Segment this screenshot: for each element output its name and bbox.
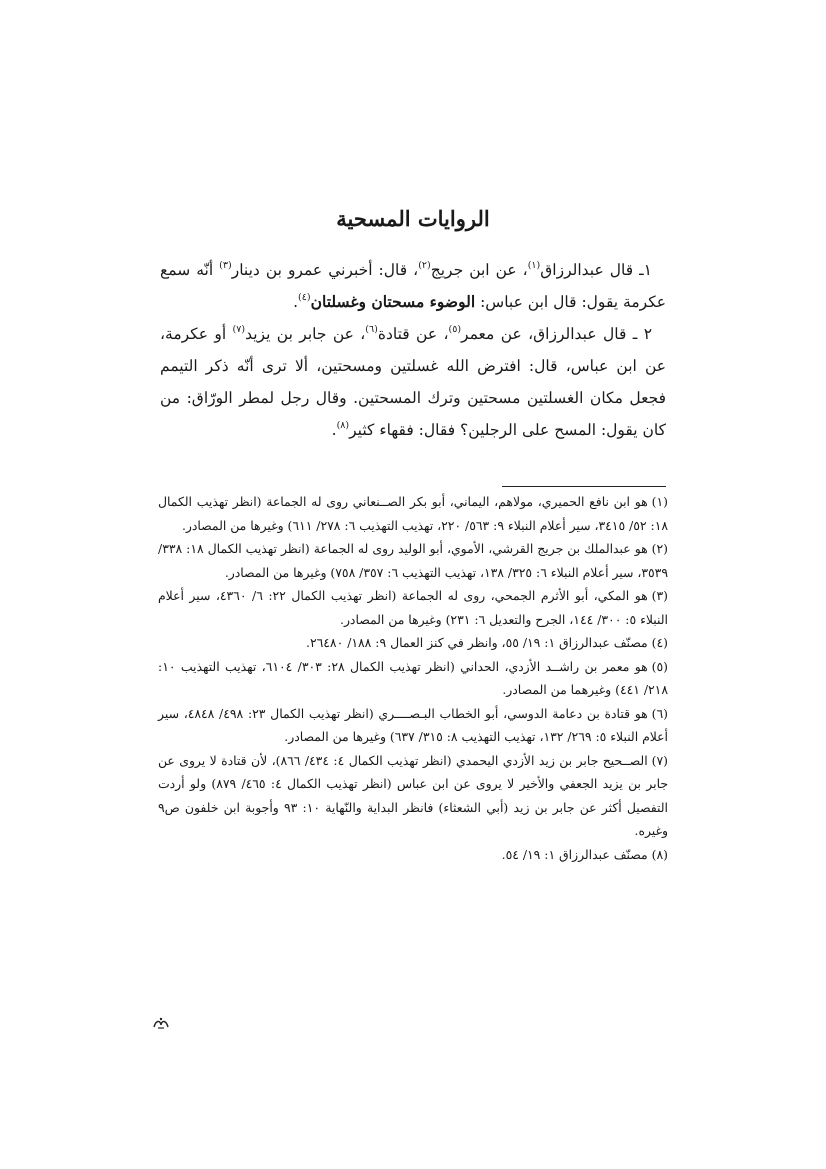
footnote-ref-5[interactable]: (٥): [448, 323, 462, 335]
footnote-text: هو ابن نافع الحميري، مولاهم، اليماني، أبو بكر الصــنعاني روى له الجماعة (انظر تهذيب الكمال ١٨: ٥٢/ ٣٤١٥، سير أعلام النبلاء ٩: ٥٦٣/ ٢٢٠، تهذيب التهذيب ٦: ٢٧٨/ ٦١١) وغيرها من المصادر.: [158, 494, 668, 533]
paragraph-text: ، عن جابر بن يزيد: [245, 325, 366, 343]
paragraph-text: .: [293, 293, 299, 311]
paragraph-text: ، قال: أخبرني عمرو بن دينار: [231, 261, 419, 279]
paragraph-text: ١ـ قال عبدالرزاق: [540, 261, 652, 279]
footnotes: [158, 490, 668, 866]
paragraph-text: ، عن قتادة: [377, 325, 449, 343]
main-text: [160, 254, 666, 446]
page-ornament-icon: [152, 1016, 170, 1036]
paragraph-1: [160, 254, 666, 318]
footnote-text: هو عبدالملك بن جريج القرشي، الأموي، أبو الوليد روى له الجماعة (انظر تهذيب الكمال ١٨: ٣٣٨/ ٣٥٣٩، سير أعلام النبلاء ٦: ٣٢٥/ ١٣٨، تهذيب التهذيب ٦: ٣٥٧/ ٧٥٨) وغيرها من المصادر.: [158, 541, 668, 580]
footnote-text: هو المكي، أبو الأثرم الجمحي، روى له الجماعة (انظر تهذيب الكمال ٢٢: ٦/ ٤٣٦٠، سير أعلام النبلاء ٥: ٣٠٠/ ١٤٤، الجرح والتعديل ٦: ٢٣١) وغيرها من المصادر.: [158, 588, 668, 627]
footnote-number: (٨): [651, 846, 668, 862]
footnote-number: (٧): [651, 752, 668, 768]
paragraph-text: أو عكرمة، عن ابن عباس، قال: افترض الله غسلتين ومسحتين، ألا ترى أنّه ذكر التيمم فجعل مكان الغسلتين مسحتين وترك المسحتين. وقال رجل لمطر الورّاق: من كان يقول: المسح على الرجلين؟ فقال: فقهاء كثير: [160, 325, 666, 439]
footnote-text: الصــحيح جابر بن زيد الأزدي اليحمدي (انظر تهذيب الكمال ٤: ٤٣٤/ ٨٦٦)، لأن قتادة لا يروى عن جابر بن يزيد الجعفي والأخير لا يروى عن ابن عباس (انظر تهذيب الكمال ٤: ٤٦٥/ ٨٧٩) ولو أردت التفصيل أكثر عن جابر بن زيد (أبي الشعثاء) فانظر البداية والنّهاية ١٠: ٩٣ وأجوبة ابن خلفون ص٩ وغيره.: [158, 752, 669, 838]
footnote-ref-4[interactable]: (٤): [298, 291, 311, 303]
footnote-4: [158, 631, 668, 655]
footnote-text: هو معمر بن راشــد الأزدي، الحداني (انظر تهذيب الكمال ٢٨: ٣٠٣/ ٦١٠٤، تهذيب التهذيب ١٠: ٢١٨/ ٤٤١) وغيرهما من المصادر.: [158, 658, 668, 697]
paragraph-text: ٢ ـ قال عبدالرزاق، عن معمر: [461, 325, 653, 343]
footnote-number: (٣): [651, 588, 668, 603]
footnote-number: (١): [651, 494, 668, 509]
footnote-ref-8[interactable]: (٨): [336, 419, 350, 431]
footnote-text: هو قتادة بن دعامة الدوسي، أبو الخطاب البـصــــري (انظر تهذيب الكمال ٢٣: ٤٩٨/ ٤٨٤٨، سير أعلام النبلاء ٥: ٢٦٩/ ١٣٢، تهذيب التهذيب ٨: ٣١٥/ ٦٣٧) وغيرها من المصادر.: [158, 705, 668, 744]
footnote-2: [158, 537, 668, 584]
footnote-ref-3[interactable]: (٣): [219, 259, 232, 271]
footnote-number: (٥): [651, 658, 668, 674]
paragraph-text: أنّه سمع عكرمة يقول: قال ابن عباس:: [160, 261, 666, 311]
footnote-6: [158, 702, 668, 749]
footnote-1: [158, 490, 668, 537]
footnote-number: (٢): [651, 541, 668, 556]
footnote-number: (٦): [651, 705, 668, 721]
footnote-text: مصنّف عبدالرزاق ١: ١٩/ ٥٥، وانظر في كنز العمال ٩: ١٨٨/ ٢٦٤٨٠.: [306, 635, 648, 650]
paragraph-2: [160, 318, 666, 446]
paragraph-text: ، عن ابن جريج: [430, 261, 528, 279]
page-title: الروايات المسحية: [336, 206, 490, 231]
footnote-3: [158, 584, 668, 631]
footnote-ref-7[interactable]: (٧): [232, 323, 246, 335]
footnote-7: [158, 749, 668, 843]
footnote-text: مصنّف عبدالرزاق ١: ١٩/ ٥٤.: [501, 846, 648, 862]
footnote-ref-2[interactable]: (٢): [418, 259, 431, 271]
footnote-ref-6[interactable]: (٦): [365, 323, 378, 335]
paragraph-text: .: [331, 421, 337, 439]
footnote-divider: [502, 486, 666, 487]
footnote-8: [158, 843, 668, 867]
footnote-number: (٤): [651, 635, 668, 650]
footnote-5: [158, 655, 668, 702]
footnote-ref-1[interactable]: (١): [527, 259, 541, 271]
ornament-glyph-icon: [152, 1016, 170, 1032]
emphasized-quote: الوضوء مسحتان وغسلتان: [310, 292, 476, 311]
